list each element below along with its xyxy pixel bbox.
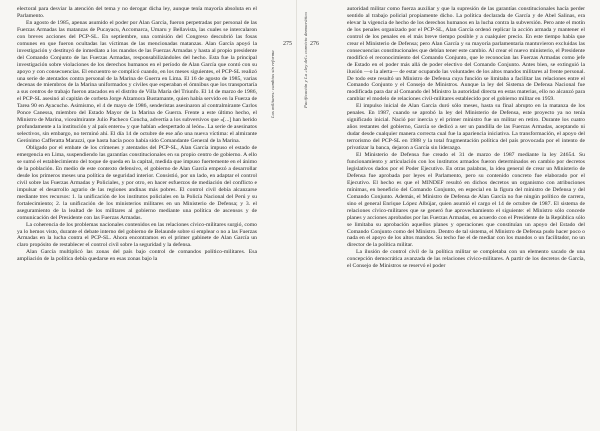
running-head: Pacificación y La «ley del» convicto democrático xyxy=(303,12,308,108)
paragraph: Obligado por el embate de los crímenes y atentados del PCP-SL, Alan García impuso el estado de emergencia en Lima, suspendiendo las garantías constitucionales en su propio centro de gobierno. A ello se sumó el establecimiento del toque de queda en la capital, medida que impuso fuertemente en el ánimo de la población. En medio de este contexto defensivo, el gobierno de Alan García empezó a desarrollar desde los primeros meses una política de seguridad interior. Consistió, por un lado, en adaptar el control civil sobre las Fuerzas Armadas y Policiales, y por otro, en hacer esfuerzos de mediación del conflicto e impulsar el desarrollo agrario de las regiones andinas más pobres. El control civil debía alcanzarse mediante tres recursos: 1. la unificación de los institutos policiales en la Policía Nacional del Perú y su fortalecimiento; 2. la unificación de los ministerios militares en un Ministerio de Defensa; y 3. el aseguramiento de la lealtad de los militares al gobierno mediante una política de ascensos y de comunicación del Presidente con las Fuerzas Armadas. xyxy=(17,145,257,221)
paragraph: autoridad militar como fuerza auxiliar y que la supresión de las garantías constitucionales hacía perder sentido al trabajo policial propiamente dicho. La política declarada de García y de Abel Salinas, era elevar la vigencia de hecho de los derechos humanos en la lucha contra la subversión. Pero ante el motín de los penales organizado por el PCP-SL, Alan García ordenó replicar la acción armada y mantener el control de los penales en el más breve tiempo posible y a cualquier precio. En este tiempo había que crear el Ministerio de Defensa; pero Alan García y su mayoría parlamentaria mantuvieron excluidas las consecuencias constitucionales que debían tener este cambio. Al crear el nuevo ministerio, el Presidente modificó el reconocimiento del Comando Conjunto, que le reconocían las Fuerzas Armadas como jefe de Estado en el poder más allá de poder electivo del Comando Conjunto. Antes bien, se extinguió la ilusión —o la alerta— de estar ocupando las voluntades de los altos mandos militares al frente personal. De todo este resultó un Ministro de Defensa cuya función se limitaba a facilitar las relaciones entre el Comando Conjunto y el Consejo de Ministros. Aunque la ley del Sistema de Defensa Nacional fue modificada para dar al Comando del Ministro la autoridad directa en estas materias, ello no alcanzó para cambiar el modelo de relaciones civil-militares establecido por el gobierno militar en 1959. xyxy=(347,6,586,103)
paragraph: El Ministerio de Defensa fue creado el 31 de marzo de 1987 mediante la ley 24654. Su funcionamiento y articulación con los institutos armados fueron determinados en cambio por decretos legislativos dados por el Poder Ejecutivo. En otras palabras, la idea general de crear un Ministerio de Defensa fue aprobada por leyes el Parlamento, pero su contenido concreto fue elaborado por el Ejecutivo. El hecho es que el MINDEF resultó en dichos decretos un organismo con atribuciones mínimas, en beneficio del Comando Conjunto, en especial en la figura del ministro de Defensa y del Comando Conjunto. Además, el Ministro de Defensa de Alan García no fue ningún político de carrera, sino el general Enrique López Albújar, quien asumió el cargo el 14 de octubre de 1987. El sistema de relaciones cívico-militares que se generó fue aprovechamiento el siguiente: el Ministro sólo concede planes y acciones aprobados por las Fuerzas Armadas, en acuerdo con el Presidente de la República sólo se limitaba su aprobación aquellos planes y operaciones que constituían un apoyo del Estado del Comando Conjunto como del Ministro. Dentro de tal sistema, el Ministro de Defensa pudo hacer poco o nada en el apoyo de los altos mandos. Su techo fue el de mediar con los mandos o un facilitador, no un director de la política militar. xyxy=(347,152,585,249)
paragraph: La coherencia de los problemas nacionales contenidos en las relaciones cívico-militares surgió, como ya lo hemos visto, durante el debate interno del gobierno de Belaunde sobre si emplear o no a las Fuerzas Armadas en la lucha contra el PCP-SL. Ahora encontramos en el primer gabinete de Alan García un claro propósito de restablecer el control civil sobre la seguridad y la defensa. xyxy=(17,221,257,249)
page-number: 275 xyxy=(283,41,292,47)
paragraph: electoral para desviar la atención del tema y no derogar dicha ley, aunque tenía mayoría absoluta en el Parlamento. xyxy=(17,6,257,19)
running-head: Los militares: cambios sin reforma xyxy=(270,50,275,118)
left-page xyxy=(0,0,297,431)
paragraph: Alan García multiplicó las zonas del país bajo control de comandos político-militares. Esa ampliación de la política debía quedarse en esas zonas bajo la xyxy=(17,249,257,263)
right-page xyxy=(297,0,600,431)
paragraph: El impulso inicial de Alan García duró sólo meses, hasta su final abrupto en la matanza de los penales. En 1987, cuando se aprobó la ley del Ministerio de Defensa, este proyecto ya no tenía significado inicial. Nació por inercia y el primer ministro fue un militar en retiro. Durante los cuatro años restantes del gobierno, García se dedicó a ser un pandilla de las Fuerzas Armadas, aceptando ni dudar desde cualquier manera correcta cual fue la apariencia iniciativa. La transformación, el apoyo del terrorismo del PCP-SL en 1988 y la total fragmentación política del país provocada por el intento de privatizar la banca, dejaron a García sin liderazgo. xyxy=(347,103,585,152)
paragraph: La ilusión de control civil de la política militar se completaba con un elemento sacado de una concepción democrática avanzada de las relaciones cívico-militares. A partir de los decretos de García, el Consejo de Ministros se reservó el poder xyxy=(347,249,585,270)
left-page-body xyxy=(17,6,257,263)
paragraph: En agosto de 1985, apenas asumido el poder por Alan García, fueron perpetradas por personal de las Fuerzas Armadas las matanzas de Pucayacu, Accomarca, Umaru y Bellavista, las cuales se intercalaron con breves acciones del PCP-SL. En septiembre, una comisión del Congreso descubrió las fosas comunes en que fueron ocultadas las víctimas de las mencionadas matanzas. Alan García apoyó la investigación y destituyó de inmediato a los mandos de las Fuerzas Armadas y hasta al propio presidente del Comando Conjunto de las Fuerzas Armadas, responsabilizándoles del hecho. Esta fue la principal investigación sobre violaciones de los derechos humanos en el período de Alan García que contó con su apoyo y con consecuencias. El encuentro se complicó cuando, en los meses siguientes, el PCP-SL realizó una serie de atentados contra personal de la Marina de Guerra en Lima. El 16 de agosto de 1985, varias decenas de miembros de la Marina uniformados y civiles que esperaban el ómnibus que los transportaría a sus centros de trabajo fueron atacados en el distrito de Villa María del Triunfo. El 14 de marzo de 1986, el PCP-SL asesinó al capitán de corbeta Jorge Alzamora Bustamante, quien había servido en la Fuerza de Tarea 90 en Ayacucho. Asimismo, el 4 de mayo de 1986, senderistas asesinaron al contralmirante Carlos Ponce Canessa, miembro del Estado Mayor de la Marina de Guerra. Frente a este último hecho, el Ministro de Marina, vicealmirante Julio Pacheco Concha, advertía a los subversivos que «[...] han herido profundamente a la institución y al país entero» y que habían «despertado al león». La serie de asesinatos selectivos, sin embargo, no terminó ahí. El día 14 de octubre de ese año una nueva víctima: el almirante Gerónimo Cafferatta Marazzi, que hasta hacía poco había sido Comandante General de la Marina. xyxy=(17,19,257,145)
right-page-body xyxy=(347,6,585,270)
page-number: 276 xyxy=(310,41,319,47)
